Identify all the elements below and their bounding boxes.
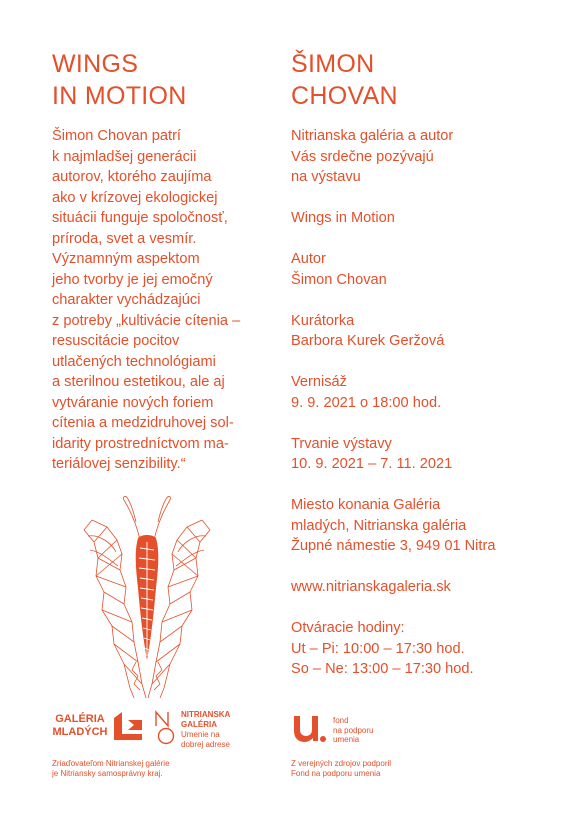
- galeria-mladych-logo-mark: [112, 710, 144, 742]
- description-line: príroda, svet a vesmír.: [52, 230, 197, 247]
- info-value: 10. 9. 2021 – 7. 11. 2021: [291, 456, 453, 472]
- logo-text-line: GALÉRIA: [181, 720, 217, 729]
- description-line: situácii funguje spoločnosť,: [52, 210, 228, 226]
- footer-funding-note: [291, 759, 391, 779]
- info-value: Šimon Chovan: [291, 271, 387, 288]
- description-line: Šimon Chovan patrí: [52, 128, 181, 144]
- title-line: CHOVAN: [291, 82, 398, 110]
- info-label: Trvanie výstavy: [291, 435, 392, 452]
- duration-info: [291, 434, 576, 475]
- galeria-mladych-logo: [52, 710, 147, 750]
- info-line: mladých, Nitrianska galéria: [291, 517, 467, 534]
- title-line: WINGS: [52, 50, 139, 78]
- info-value: 9. 9. 2021 o 18:00 hod.: [291, 394, 442, 411]
- website-url[interactable]: www.nitrianskagaleria.sk: [291, 579, 451, 595]
- exhibition-name: [291, 208, 576, 229]
- description-line: utlačených technológiami: [52, 353, 216, 370]
- description-line: resuscitácie pocitov: [52, 333, 180, 349]
- info-label: Autor: [291, 251, 326, 267]
- venue-info: [291, 495, 576, 557]
- footer-line: Fond na podporu umenia: [291, 769, 381, 778]
- author-info: [291, 249, 576, 290]
- description-line: idarity prostredníctvom ma-: [52, 435, 229, 452]
- description-line: cítenia a medzidruhovej sol-: [52, 415, 234, 431]
- footer-line: je Nitriansky samosprávny kraj.: [52, 769, 163, 778]
- description-line: autorov, ktorého zaujíma: [52, 169, 212, 185]
- opening-info: [291, 372, 576, 413]
- info-line: Miesto konania Galéria: [291, 497, 441, 513]
- title-line: ŠIMON: [291, 50, 375, 78]
- info-value: So – Ne: 13:00 – 17:30 hod.: [291, 661, 474, 677]
- info-value: Ut – Pi: 10:00 – 17:30 hod.: [291, 640, 465, 657]
- title-line: IN MOTION: [52, 82, 187, 110]
- winged-w-artwork: [72, 492, 222, 702]
- fond-na-podporu-umenia-u-mark: [291, 712, 327, 744]
- opening-hours: [291, 618, 576, 680]
- description-line: Významným aspektom: [52, 251, 200, 267]
- description-line: jeho tvorby je jej emočný: [52, 271, 213, 288]
- info-line: Nitrianska galéria a autor: [291, 128, 454, 144]
- logo-text-line: Umenie na: [181, 730, 220, 739]
- info-line: na výstavu: [291, 169, 361, 185]
- info-label: Kurátorka: [291, 312, 355, 329]
- footer-line: Z verejných zdrojov podporil: [291, 759, 392, 768]
- logo-text-line: GALÉRIA: [55, 713, 105, 725]
- logo-text-line: dobrej adrese: [181, 740, 230, 749]
- description-line: a sterilnou estetikou, ale aj: [52, 374, 225, 390]
- description-line: k najmladšej generácii: [52, 148, 197, 165]
- description-line: vytváranie nových foriem: [52, 394, 214, 411]
- logo-text-line: na podporu: [333, 725, 374, 735]
- nitrianska-galeria-logo-mark: [153, 710, 179, 746]
- info-line: Župné námestie 3, 949 01 Nitra: [291, 538, 496, 554]
- footer-line: Zriaďovateľom Nitrianskej galérie: [52, 759, 170, 768]
- nitrianska-galeria-logo-text: [181, 710, 230, 750]
- website-link[interactable]: [291, 577, 576, 598]
- logo-text-line: MLADÝCH: [52, 726, 108, 738]
- nitrianska-galeria-logo: [153, 708, 283, 752]
- invitation: [291, 126, 576, 188]
- exhibition-description: [52, 126, 287, 475]
- title-wings-in-motion: [52, 48, 187, 112]
- title-artist-name: [291, 48, 398, 112]
- footer-founder-note: [52, 759, 170, 779]
- info-value: Barbora Kurek Geržová: [291, 333, 445, 349]
- description-line: ako v krízovej ekologickej: [52, 189, 218, 206]
- description-line: charakter vychádzajúci: [52, 292, 201, 308]
- exhibition-info: [291, 126, 576, 680]
- logo-text-line: fond: [333, 716, 349, 725]
- info-line: Wings in Motion: [291, 210, 395, 226]
- description-line: teriálovej senzibility.“: [52, 456, 186, 472]
- galeria-mladych-logo-text: [52, 713, 108, 739]
- info-line: Vás srdečne pozývajú: [291, 148, 434, 165]
- info-label: Vernisáž: [291, 374, 347, 390]
- logo-text-line: umenia: [333, 735, 360, 744]
- description-line: z potreby „kultivácie cítenia –: [52, 312, 241, 329]
- info-label: Otváracie hodiny:: [291, 620, 405, 636]
- curator-info: [291, 311, 576, 352]
- logo-text-line: NITRIANSKA: [181, 710, 231, 719]
- fond-logo-text: [333, 716, 373, 745]
